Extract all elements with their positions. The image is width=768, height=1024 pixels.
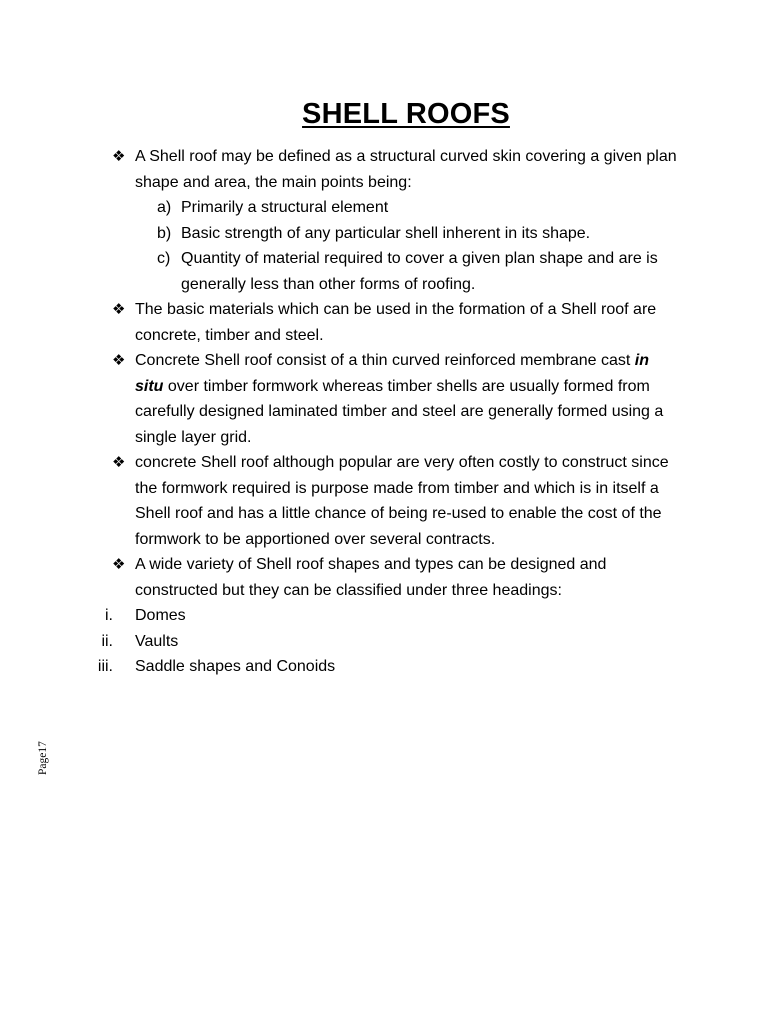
sub-list-item [0, 246, 768, 297]
sub-list-text: Basic strength of any particular shell inherent in its shape. [181, 224, 591, 242]
bullet-text: A wide variety of Shell roof shapes and types can be designed and constructed but they can be classified under three headings: [135, 556, 607, 599]
bullet-emphasis: in situ [135, 352, 650, 395]
sub-list-marker: b) [157, 224, 172, 242]
sub-list-text: Quantity of material required to cover a given plan shape and are is generally less than other forms of roofing. [181, 250, 658, 293]
sub-list-item [0, 195, 768, 221]
bullet-text-after: over timber formwork whereas timber shells are usually formed from carefully designed laminated timber and steel are generally formed using a single layer grid. [135, 377, 664, 446]
roman-numeral-marker: ii. [101, 632, 113, 650]
diamond-bullet-icon: ❖ [112, 556, 126, 573]
heading-list-text: Domes [135, 607, 186, 624]
page-label: Page [37, 752, 49, 775]
bullet-text: A Shell roof may be defined as a structural curved skin covering a given plan shape and area, the main points being: [135, 148, 677, 191]
heading-list-text: Saddle shapes and Conoids [135, 658, 336, 675]
heading-list-item [0, 629, 768, 655]
bullet-text: concrete Shell roof although popular are very often costly to construct since the formwork required is purpose made from timber and which is in itself a Shell roof and has a little chance of being re-used to enable the cost of the formwork to be apportioned over several contracts. [135, 454, 669, 548]
sub-list-item [0, 221, 768, 247]
roman-numeral-marker: iii. [97, 658, 113, 675]
bullet-item [0, 348, 768, 450]
sub-list-marker: a) [157, 199, 172, 216]
bullet-item [0, 552, 768, 603]
bullet-text-before: Concrete Shell roof consist of a thin curved reinforced membrane cast [135, 352, 635, 369]
diamond-bullet-icon: ❖ [112, 454, 126, 471]
bullet-text: The basic materials which can be used in the formation of a Shell roof are concrete, timber and steel. [135, 301, 657, 344]
sub-list-marker: c) [157, 250, 171, 267]
heading-list-item [0, 654, 768, 680]
diamond-bullet-icon: ❖ [112, 301, 126, 318]
roman-numeral-marker: i. [105, 607, 113, 624]
heading-list-item [0, 603, 768, 629]
diamond-bullet-icon: ❖ [112, 352, 126, 369]
bullet-item [0, 450, 768, 552]
bullet-item [0, 297, 768, 348]
sub-list-text: Primarily a structural element [181, 199, 389, 216]
diamond-bullet-icon: ❖ [112, 148, 126, 165]
document-body [0, 144, 768, 680]
heading-list-text: Vaults [135, 632, 179, 650]
page-title: SHELL ROOFS [302, 98, 510, 130]
page-number [37, 741, 49, 775]
page-number-value: 17 [37, 741, 49, 753]
bullet-item [0, 144, 768, 195]
